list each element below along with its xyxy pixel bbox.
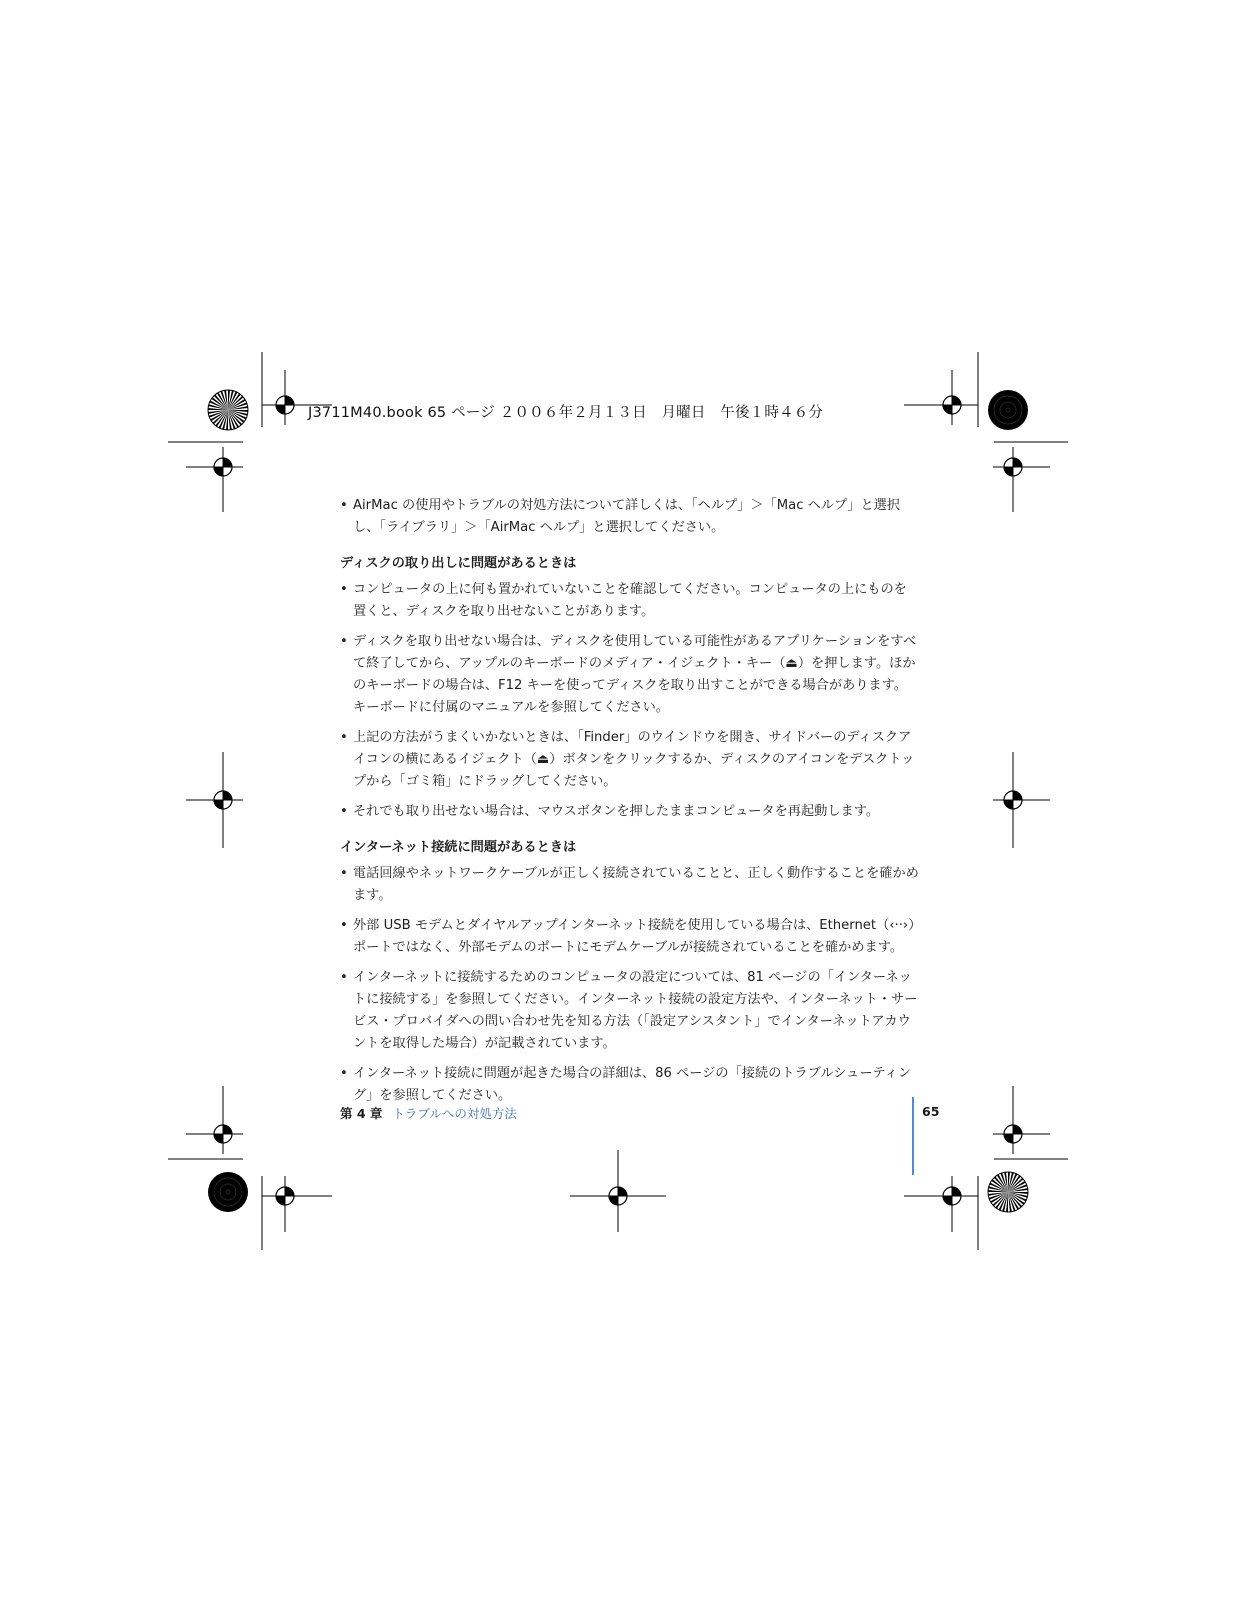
section-heading: ディスクの取り出しに問題があるときは	[340, 556, 577, 571]
starburst-mark-top-left	[208, 390, 248, 430]
starburst-mark-bottom-right	[988, 1172, 1028, 1212]
body-content	[340, 495, 920, 1115]
section-heading: インターネット接続に問題があるときは	[340, 840, 577, 855]
list-item: • コンピュータの上に何も置かれていないことを確認してください。コンピュータの上にものを置くと、ディスクを取り出せないことがあります。	[340, 579, 920, 623]
page-number-rule	[912, 1097, 914, 1175]
list-item: • 上記の方法がうまくいかないときは、「Finder」のウインドウを開き、サイドバーのディスクアイコンの横にあるイジェクト（⏏）ボタンをクリックするか、ディスクのアイコンをデスクトップから「ゴミ箱」にドラッグしてください。	[340, 727, 920, 793]
list-item: • 電話回線やネットワークケーブルが正しく接続されていることと、正しく動作することを確かめます。	[340, 863, 920, 907]
list-item: • ディスクを取り出せない場合は、ディスクを使用している可能性があるアプリケーションをすべて終了してから、アップルのキーボードのメディア・イジェクト・キー（⏏）を押します。ほかのキーボードの場合は、F12 キーを使ってディスクを取り出すことができる場合があります。キーボードに付属のマニュアルを参照してください。	[340, 631, 920, 719]
page-number: 65	[922, 1104, 940, 1119]
list-item: • 外部 USB モデムとダイヤルアップインターネット接続を使用している場合は、Ethernet（‹··›）ポートではなく、外部モデムのポートにモデムケーブルが接続されていることを確かめます。	[340, 915, 920, 959]
footer-chapter	[340, 1104, 517, 1122]
list-item: • AirMac の使用やトラブルの対処方法について詳しくは、「ヘルプ」＞「Mac ヘルプ」と選択し、「ライブラリ」＞「AirMac ヘルプ」と選択してください。	[340, 495, 920, 539]
chapter-title: トラブルへの対処方法	[392, 1106, 517, 1121]
list-item: • それでも取り出せない場合は、マウスボタンを押したままコンピュータを再起動します。	[340, 801, 920, 823]
slug-line: J3711M40.book 65 ページ ２００６年２月１３日 月曜日 午後１時４６分	[308, 405, 824, 421]
list-item: • インターネットに接続するためのコンピュータの設定については、81 ページの「インターネットに接続する」を参照してください。インターネット接続の設定方法や、インターネット・サービス・プロバイダへの問い合わせ先を知る方法（「設定アシスタント」でインターネットアカウントを取得した場合）が記載されています。	[340, 967, 920, 1055]
list-item: • インターネット接続に問題が起きた場合の詳細は、86 ページの「接続のトラブルシューティング」を参照してください。	[340, 1063, 920, 1107]
chapter-number: 第 4 章	[340, 1106, 383, 1121]
